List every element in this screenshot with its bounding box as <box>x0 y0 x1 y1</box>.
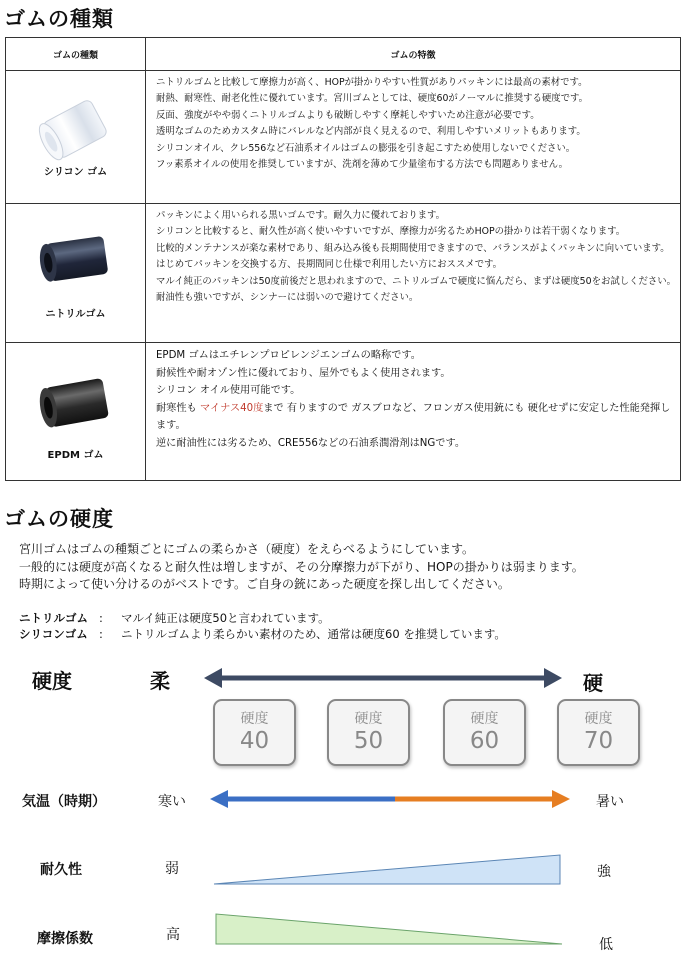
durability-low: 弱 <box>165 861 179 877</box>
desc-line: 透明なゴムのためカスタム時にバレルなど内部が良く見えるので、利用しやすいメリットもあります。 <box>156 126 586 138</box>
desc-line: フッ素系オイルの使用を推奨していますが、洗剤を薄めて少量塗布する方法でも問題ありません。 <box>156 159 568 171</box>
desc-line: シリコンと比較すると、耐久性が高く使いやすいですが、摩擦力が劣るためHOPの掛かりは若干弱くなります。 <box>156 226 626 238</box>
hardness-40-box <box>213 699 296 766</box>
hardness-box-value: 60 <box>469 728 500 754</box>
intro-line: 時期によって使い分けるのがベストです。ご自身の銃にあった硬度を探し出してください。 <box>19 577 510 591</box>
desc-line: 耐候性や耐オゾン性に優れており、屋外でもよく使用されます。 <box>156 367 451 379</box>
temperature-high: 暑い <box>596 794 624 810</box>
header-type: ゴムの種類 <box>6 38 146 71</box>
desc-line: 逆に耐油性には劣るため、CRE556などの石油系潤滑剤はNGです。 <box>156 437 466 449</box>
hardness-axis-label: 硬度 <box>32 669 72 693</box>
intro-line: 一般的には硬度が高くなると耐久性は増しますが、その分摩擦力が下がり、HOPの掛かりは弱まります。 <box>19 559 584 574</box>
note-text: マルイ純正は硬度50と言われています。 <box>121 611 330 625</box>
desc-line: シリコン オイル使用可能です。 <box>156 385 301 396</box>
hardness-50-box <box>327 699 410 766</box>
friction-wedge <box>216 914 562 944</box>
temperature-label: 気温（時期） <box>22 794 106 810</box>
hardness-70-box <box>557 699 640 766</box>
temperature-low: 寒い <box>158 794 186 810</box>
section-title-hardness: ゴムの硬度 <box>4 507 114 531</box>
epdm-name: EPDM ゴム <box>47 450 104 461</box>
header-features: ゴムの特徴 <box>146 38 681 71</box>
nitrile-name: ニトリルゴム <box>45 309 106 320</box>
hardness-box-value: 70 <box>583 728 614 754</box>
section-title-types: ゴムの種類 <box>4 7 114 31</box>
silicone-name: シリコン ゴム <box>43 167 108 178</box>
note-key: シリコンゴム <box>19 627 88 641</box>
hard-label: 硬 <box>583 671 603 695</box>
hardness-box-value: 40 <box>239 728 270 754</box>
desc-line: 耐熱、耐寒性、耐老化性に優れています。宮川ゴムとしては、硬度60がノーマルに推奨する硬度です。 <box>156 93 589 105</box>
soft-hard-arrow <box>204 668 562 688</box>
desc-line: EPDM ゴムはエチレンプロピレンジエンゴムの略称です。 <box>156 350 421 361</box>
hardness-box-label: 硬度 <box>240 711 269 727</box>
intro-line: 宮川ゴムはゴムの種類ごとにゴムの柔らかさ（硬度）をえらべるようにしています。 <box>19 542 475 556</box>
durability-label: 耐久性 <box>40 862 82 878</box>
desc-line: 比較的メンテナンスが楽な素材であり、組み込み後も長期間使用できますので、バランスがよくパッキンに向いています。 <box>156 242 670 254</box>
desc-line: シリコンオイル、クレ556など石油系オイルはゴムの膨張を引き起こすため使用しないでください。 <box>156 142 576 154</box>
hardness-box-value: 50 <box>353 728 384 754</box>
note-key: ニトリルゴム <box>19 611 88 625</box>
desc-text: まで 有りますので ガスブロなど、フロンガス使用銃にも 硬化せずに安定した性能発揮します。 <box>156 402 671 431</box>
hardness-box-label: 硬度 <box>584 711 613 727</box>
note-colon: : <box>99 627 103 641</box>
hardness-box-label: 硬度 <box>470 711 499 727</box>
durability-wedge <box>214 855 560 884</box>
note-colon: : <box>99 611 103 625</box>
temperature-arrow <box>210 790 570 808</box>
soft-label: 柔 <box>150 669 170 693</box>
desc-text: 耐寒性も <box>156 402 200 414</box>
friction-low: 低 <box>599 937 613 953</box>
desc-line: 耐油性も強いですが、シンナーには弱いので避けてください。 <box>156 292 419 304</box>
note-text: ニトリルゴムより柔らかい素材のため、通常は硬度60 を推奨しています。 <box>121 627 506 641</box>
hardness-60-box <box>443 699 526 766</box>
desc-line: 反面、強度がやや弱くニトリルゴムよりも破断しやすく摩耗しやすいため注意が必要です。 <box>156 109 540 121</box>
hardness-box-label: 硬度 <box>354 711 383 727</box>
friction-high: 高 <box>166 927 180 943</box>
highlight-text: マイナス40度 <box>200 402 264 414</box>
desc-line: はじめてパッキンを交換する方、長期間同じ仕様で利用したい方におススメです。 <box>156 259 503 271</box>
friction-label: 摩擦係数 <box>37 931 93 947</box>
desc-line: ニトリルゴムと比較して摩擦力が高く、HOPが掛かりやすい性質がありパッキンには最高の素材です。 <box>156 77 588 88</box>
desc-line: パッキンによく用いられる黒いゴムです。耐久力に優れております。 <box>156 210 446 221</box>
durability-high: 強 <box>597 864 611 880</box>
desc-line: マルイ純正のパッキンは50度前後だと思われますので、ニトリルゴムで硬度に悩んだら、まずは硬度50をお試しください。 <box>156 275 676 287</box>
